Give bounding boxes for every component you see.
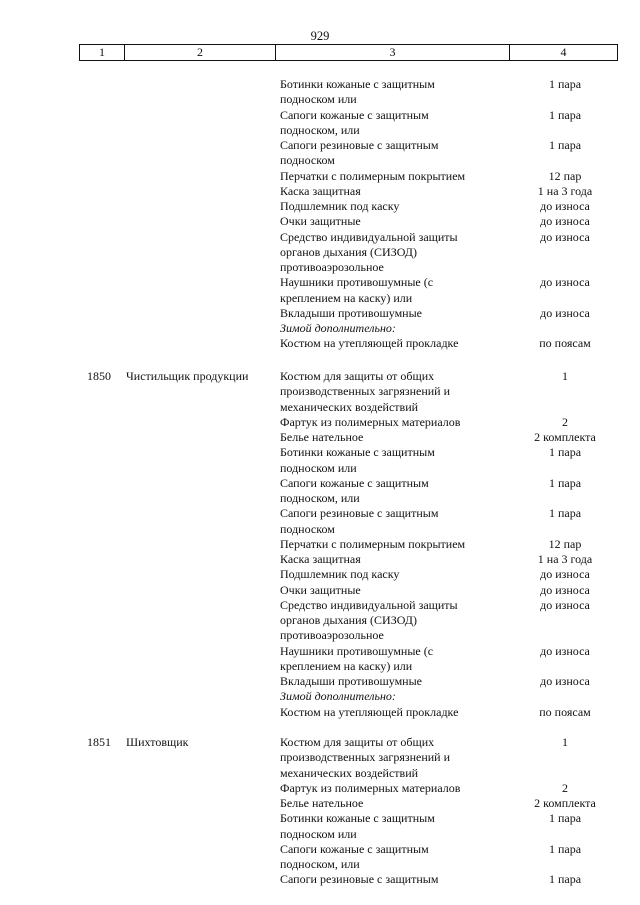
item-text-line: подноском	[280, 153, 335, 168]
item-text-line: Перчатки с полимерным покрытием	[280, 168, 466, 183]
item-quantity: 1 пара	[548, 506, 582, 521]
item-quantity: 1 пара	[548, 841, 582, 856]
item-text-line: Подшлемник под каску	[280, 567, 400, 582]
item-quantity: 1 пара	[548, 445, 582, 460]
item-text-line: Сапоги кожаные с защитным	[280, 841, 429, 856]
profession-name: Шихтовщик	[126, 735, 189, 749]
item-text-line: производственных загрязнений и	[280, 750, 451, 765]
header-col-1: 1	[99, 45, 105, 59]
item-text-line: Зимой дополнительно:	[280, 689, 396, 704]
item-text-line: Костюм на утепляющей прокладке	[280, 336, 459, 351]
item-quantity: 1 пара	[548, 872, 582, 887]
item-quantity: до износа	[540, 275, 590, 290]
item-text-line: Фартук из полимерных материалов	[280, 780, 461, 795]
item-quantity: 12 пар	[548, 168, 582, 183]
item-text-line: Костюм для защиты от общих	[280, 369, 435, 383]
item-text-line: Сапоги резиновые с защитным	[280, 506, 439, 521]
item-text-line: Средство индивидуальной защиты	[280, 597, 458, 612]
item-quantity: до износа	[540, 582, 590, 597]
item-text-line: Очки защитные	[280, 214, 361, 229]
item-quantity: 1 на 3 года	[537, 552, 593, 566]
header-col-4: 4	[560, 45, 567, 59]
item-text-line: производственных загрязнений и	[280, 384, 451, 399]
item-text-line: Каска защитная	[280, 183, 361, 198]
item-quantity: по поясам	[539, 704, 591, 719]
item-text-line: Каска защитная	[280, 552, 361, 566]
item-text-line: Вкладыши противошумные	[280, 674, 422, 688]
item-quantity: до износа	[540, 199, 590, 213]
item-text-line: Фартук из полимерных материалов	[280, 414, 461, 429]
item-text-line: подноском или	[280, 460, 357, 475]
item-text-line: Костюм на утепляющей прокладке	[280, 704, 459, 719]
item-text-line: Очки защитные	[280, 582, 361, 597]
item-quantity: 12 пар	[548, 536, 582, 551]
item-text-line: креплением на каску) или	[280, 290, 413, 305]
row-number: 1850	[87, 369, 111, 383]
item-quantity: до износа	[540, 567, 590, 582]
item-quantity: до износа	[540, 597, 590, 612]
item-text-line: Сапоги резиновые с защитным	[280, 138, 439, 152]
item-text-line: Перчатки с полимерным покрытием	[280, 536, 466, 551]
item-text-line: противоаэрозольное	[280, 628, 384, 643]
item-text-line: Сапоги кожаные с защитным	[280, 107, 429, 122]
item-quantity: до износа	[540, 214, 590, 229]
item-text-line: органов дыхания (СИЗОД)	[280, 244, 417, 259]
item-text-line: Наушники противошумные (с	[280, 275, 434, 290]
item-text-line: Средство индивидуальной защиты	[280, 229, 458, 244]
item-text-line: Ботинки кожаные с защитным	[280, 77, 435, 91]
item-quantity: 1 на 3 года	[537, 183, 593, 198]
item-text-line: Ботинки кожаные с защитным	[280, 811, 435, 826]
item-text-line: Сапоги кожаные с защитным	[280, 475, 429, 490]
item-text-line: механических воздействий	[280, 765, 419, 780]
item-text-line: механических воздействий	[280, 399, 419, 414]
item-quantity: до износа	[540, 674, 590, 688]
item-text-line: подноском или	[280, 92, 357, 107]
item-text-line: Подшлемник под каску	[280, 199, 400, 213]
item-text-line: Наушники противошумные (с	[280, 643, 434, 658]
row-number: 1851	[87, 735, 111, 749]
item-text-line: противоаэрозольное	[280, 260, 384, 274]
header-col-2: 2	[197, 45, 203, 59]
item-text-line: Вкладыши противошумные	[280, 305, 422, 320]
item-quantity: до износа	[540, 643, 590, 658]
item-quantity: 1	[562, 735, 568, 749]
item-quantity: 2	[562, 414, 568, 429]
item-quantity: 2 комплекта	[534, 430, 596, 444]
item-quantity: 1 пара	[548, 77, 582, 91]
item-text-line: подноском или	[280, 826, 357, 841]
item-quantity: 2	[562, 780, 568, 795]
item-text-line: подноском, или	[280, 122, 360, 137]
item-quantity: 1	[562, 369, 568, 383]
item-quantity: до износа	[540, 305, 590, 320]
page-number: 929	[310, 29, 330, 43]
profession-name: Чистильщик продукции	[126, 369, 249, 383]
item-text-line: Костюм для защиты от общих	[280, 735, 435, 749]
header-col-3: 3	[389, 45, 396, 59]
item-text-line: подноском, или	[280, 491, 360, 505]
item-text-line: Зимой дополнительно:	[280, 321, 396, 335]
item-text-line: подноском, или	[280, 857, 360, 871]
item-quantity: до износа	[540, 229, 590, 244]
item-text-line: Белье нательное	[280, 430, 364, 444]
item-quantity: 1 пара	[548, 138, 582, 152]
item-quantity: 1 пара	[548, 475, 582, 490]
item-text-line: креплением на каску) или	[280, 658, 413, 673]
item-quantity: по поясам	[539, 336, 591, 351]
item-quantity: 1 пара	[548, 811, 582, 826]
item-quantity: 2 комплекта	[534, 796, 596, 810]
table-header-row	[79, 44, 618, 61]
item-text-line: Белье нательное	[280, 796, 364, 810]
item-text-line: подноском	[280, 521, 335, 536]
item-text-line: органов дыхания (СИЗОД)	[280, 613, 417, 627]
item-text-line: Сапоги резиновые с защитным	[280, 872, 439, 887]
item-quantity: 1 пара	[548, 107, 582, 122]
item-text-line: Ботинки кожаные с защитным	[280, 445, 435, 460]
